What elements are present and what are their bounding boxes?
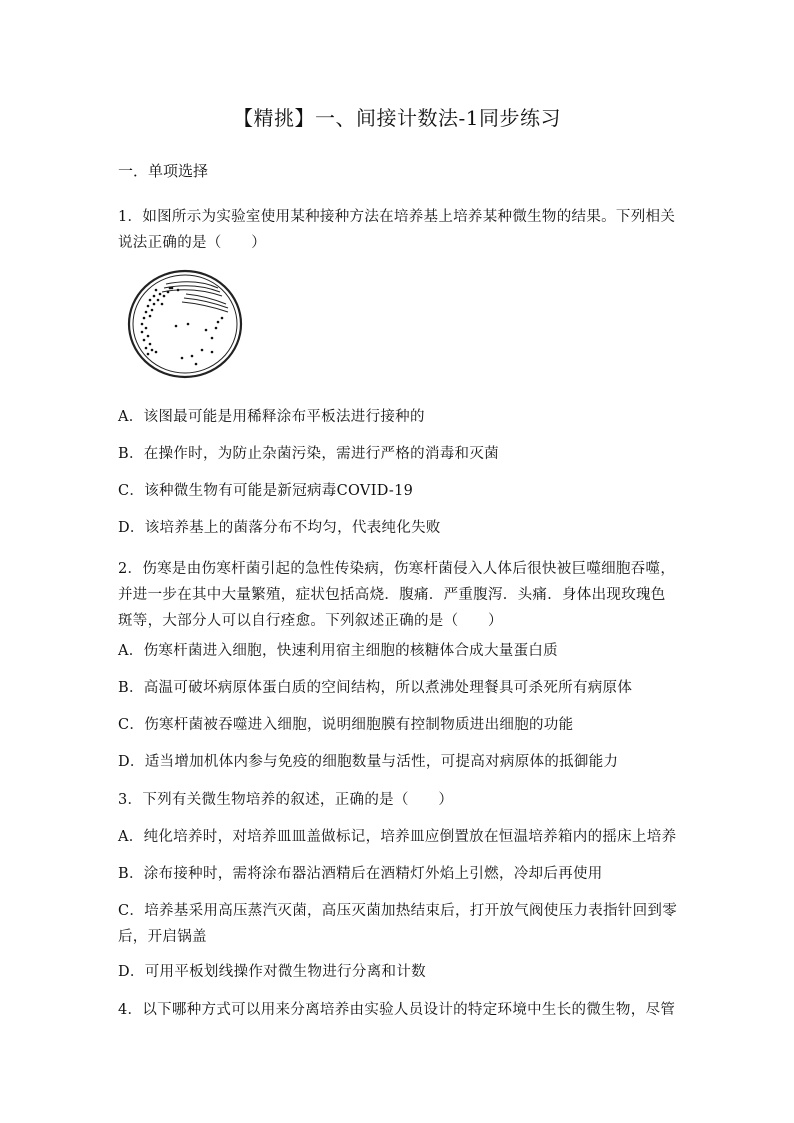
question-2-option-d: D．适当增加机体内参与免疫的细胞数量与活性，可提高对病原体的抵御能力	[118, 754, 619, 770]
question-1-option-d: D．该培养基上的菌落分布不均匀，代表纯化失败	[118, 520, 441, 536]
page-title: 【精挑】一、间接计数法-1同步练习	[233, 106, 561, 130]
question-3-option-c: C．培养基采用高压蒸汽灭菌，高压灭菌加热结束后，打开放气阀使压力表指针回到零后，开启锅盖	[118, 903, 677, 945]
question-1-option-a: A．该图最可能是用稀释涂布平板法进行接种的	[118, 409, 425, 425]
question-3-option-a: A．纯化培养时，对培养皿皿盖做标记，培养皿应倒置放在恒温培养箱内的摇床上培养	[118, 829, 677, 845]
section-heading: 一．单项选择	[118, 162, 209, 180]
question-3-stem: 3．下列有关微生物培养的叙述，正确的是（ ）	[118, 792, 454, 808]
question-3-option-b: B．涂布接种时，需将涂布器沾酒精后在酒精灯外焰上引燃，冷却后再使用	[118, 866, 603, 882]
question-1-stem: 1．如图所示为实验室使用某种接种方法在培养基上培养某种微生物的结果。下列相关说法正确的是（ ）	[118, 209, 676, 251]
question-2-stem: 2．伤寒是由伤寒杆菌引起的急性传染病，伤寒杆菌侵入人体后很快被巨噬细胞吞噬，并进一步在其中大量繁殖，症状包括高烧．腹痛．严重腹泻．头痛．身体出现玫瑰色斑等，大部分人可以自行痊愈。下列叙述正确的是（ ）	[118, 561, 676, 629]
question-1-option-c: C．该种微生物有可能是新冠病毒COVID-19	[118, 483, 414, 499]
question-1-option-b: B．在操作时，为防止杂菌污染，需进行严格的消毒和灭菌	[118, 446, 499, 462]
question-2-option-b: B．高温可破坏病原体蛋白质的空间结构，所以煮沸处理餐具可杀死所有病原体	[118, 680, 633, 696]
question-2-option-c: C．伤寒杆菌被吞噬进入细胞，说明细胞膜有控制物质进出细胞的功能	[118, 717, 574, 733]
question-4-stem: 4．以下哪种方式可以用来分离培养由实验人员设计的特定环境中生长的微生物，尽管	[118, 1002, 676, 1018]
petri-dish-figure	[126, 268, 244, 380]
question-2-option-a: A．伤寒杆菌进入细胞，快速利用宿主细胞的核糖体合成大量蛋白质	[118, 643, 558, 659]
question-3-option-d: D．可用平板划线操作对微生物进行分离和计数	[118, 964, 426, 980]
